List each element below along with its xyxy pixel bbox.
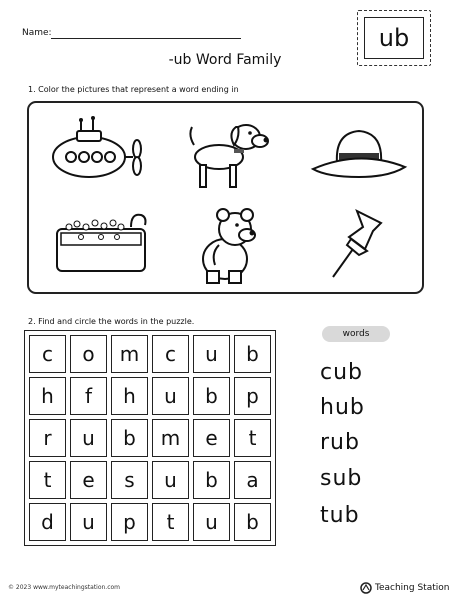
brand-logo (360, 582, 449, 594)
name-line (51, 38, 241, 39)
grid-cell[interactable]: m (111, 335, 148, 373)
word-item: cub (320, 360, 364, 385)
copyright-text: © 2023 www.myteachingstation.com (8, 584, 121, 591)
brand-name: Teaching Station (375, 583, 450, 593)
pictures-box (27, 101, 424, 294)
grid-cell[interactable]: t (152, 503, 189, 541)
word-family-badge-text: ub (364, 17, 424, 59)
grid-cell[interactable]: p (111, 503, 148, 541)
grid-cell[interactable]: b (193, 461, 230, 499)
grid-cell[interactable]: u (70, 419, 107, 457)
grid-cell[interactable]: u (193, 503, 230, 541)
word-family-badge (357, 10, 431, 66)
grid-cell[interactable]: e (70, 461, 107, 499)
instruction-color: 1. Color the pictures that represent a word ending in (28, 85, 239, 94)
grid-cell[interactable]: u (152, 377, 189, 415)
page-title: -ub Word Family (168, 52, 282, 68)
word-item: hub (320, 395, 365, 420)
words-label: words (322, 326, 390, 342)
grid-cell[interactable]: b (234, 335, 271, 373)
grid-cell[interactable]: p (234, 377, 271, 415)
grid-cell[interactable]: a (234, 461, 271, 499)
hat-icon (309, 123, 409, 183)
grid-cell[interactable]: m (152, 419, 189, 457)
grid-cell[interactable]: o (70, 335, 107, 373)
name-label: Name: (22, 28, 52, 38)
instruction-puzzle: 2. Find and circle the words in the puzzle. (28, 317, 195, 326)
grid-cell[interactable]: h (29, 377, 66, 415)
grid-cell[interactable]: b (234, 503, 271, 541)
dog-icon (184, 115, 274, 193)
grid-cell[interactable]: u (70, 503, 107, 541)
grid-cell[interactable]: s (111, 461, 148, 499)
word-item: tub (320, 503, 360, 528)
grid-cell[interactable]: c (29, 335, 66, 373)
grid-cell[interactable]: u (193, 335, 230, 373)
bear-cub-icon (189, 203, 269, 285)
teaching-station-logo-icon (360, 582, 372, 594)
word-item: sub (320, 466, 363, 491)
grid-cell[interactable]: c (152, 335, 189, 373)
grid-cell[interactable]: u (152, 461, 189, 499)
word-search-grid (24, 330, 276, 546)
grid-cell[interactable]: r (29, 419, 66, 457)
grid-cell[interactable]: t (234, 419, 271, 457)
grid-cell[interactable]: t (29, 461, 66, 499)
bathtub-icon (51, 207, 151, 279)
grid-cell[interactable]: e (193, 419, 230, 457)
word-item: rub (320, 430, 360, 455)
grid-cell[interactable]: d (29, 503, 66, 541)
grid-cell[interactable]: f (70, 377, 107, 415)
submarine-icon (47, 113, 147, 191)
grid-cell[interactable]: b (193, 377, 230, 415)
grid-cell[interactable]: b (111, 419, 148, 457)
pushpin-icon (327, 203, 397, 283)
grid-cell[interactable]: h (111, 377, 148, 415)
